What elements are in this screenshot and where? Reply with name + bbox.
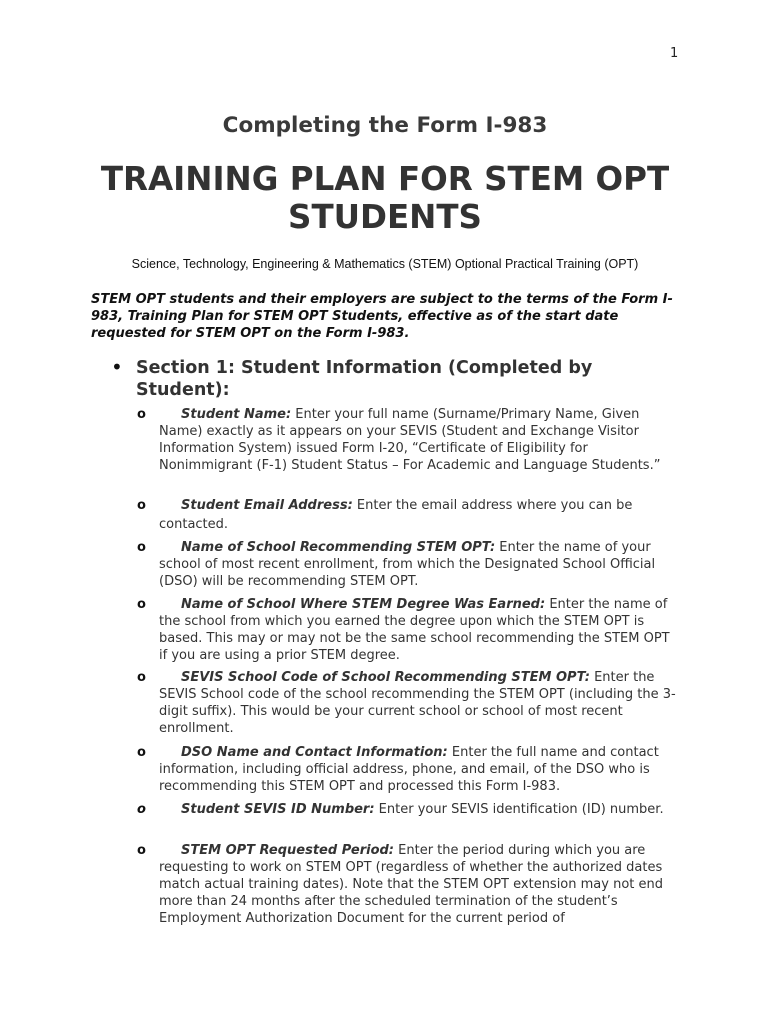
document-subtitle: Completing the Form I-983	[222, 113, 548, 138]
section-bullet: •	[111, 355, 123, 379]
section-1	[111, 355, 671, 401]
list-item	[137, 669, 681, 737]
stem-expansion: Science, Technology, Engineering & Mathematics (STEM) Optional Practical Training (OPT)	[131, 257, 639, 271]
item-text: Enter your full name (Surname/Primary Name, Given Name) exactly as it appears on your SEVIS (Student and Exchange Visitor Information System) issued Form I-20, “Certificate of Eligibility for Nonimmigrant (F-1) Student Status – For Academic and Language Students.”	[159, 407, 661, 473]
list-marker: o	[137, 597, 146, 612]
item-label: Student Name:	[181, 407, 292, 422]
list-marker: o	[137, 670, 146, 685]
page-number: 1	[670, 46, 679, 61]
item-text: Enter the full name and contact information, including official address, phone, and email, of the DSO who is recommending this STEM OPT and processed this Form I-983.	[159, 745, 659, 794]
list-marker: o	[137, 407, 146, 422]
item-label: Student Email Address:	[181, 498, 353, 513]
list-item	[137, 744, 681, 795]
item-text: Enter the name of the school from which you earned the degree upon which the STEM OPT is based. This may or may not be the same school recommending the STEM OPT if you are using a prior STEM degree.	[159, 597, 670, 663]
list-item	[137, 539, 681, 590]
list-marker: o	[137, 498, 146, 513]
list-marker: o	[137, 745, 146, 760]
list-item	[137, 596, 681, 664]
list-marker: o	[137, 843, 146, 858]
item-label: SEVIS School Code of School Recommending STEM OPT:	[181, 670, 590, 685]
item-text: Enter the period during which you are requesting to work on STEM OPT (regardless of whether the authorized dates match actual training dates). Note that the STEM OPT extension may not end more than 24 months after the scheduled termination of the student’s Employment Authorization Document for the current period of	[159, 843, 664, 926]
intro-paragraph: STEM OPT students and their employers are subject to the terms of the Form I-983, Training Plan for STEM OPT Students, effective as of the start date requested for STEM OPT on the Form I-983.	[91, 292, 673, 341]
list-item	[137, 842, 681, 927]
item-text: Enter the email address where you can be contacted.	[159, 498, 633, 532]
item-label: Name of School Recommending STEM OPT:	[181, 540, 496, 555]
list-item	[137, 406, 681, 474]
item-text: Enter the name of your school of most recent enrollment, from which the Designated School Official (DSO) will be recommending STEM OPT.	[159, 540, 656, 589]
item-label: DSO Name and Contact Information:	[181, 745, 448, 760]
item-text: Enter your SEVIS identification (ID) number.	[374, 802, 664, 817]
list-marker: o	[137, 540, 146, 555]
item-text: Enter the SEVIS School code of the school recommending the STEM OPT (including the 3-digit suffix). This would be your current school or school of most recent enrollment.	[159, 670, 676, 736]
list-marker: o	[137, 802, 146, 817]
document-title: TRAINING PLAN FOR STEM OPT STUDENTS	[100, 160, 670, 236]
list-item	[137, 496, 681, 534]
item-label: STEM OPT Requested Period:	[181, 843, 395, 858]
item-label: Name of School Where STEM Degree Was Earned:	[181, 597, 546, 612]
section-heading: Section 1: Student Information (Completed by Student):	[136, 358, 593, 400]
item-label: Student SEVIS ID Number:	[181, 802, 375, 817]
list-item	[137, 800, 681, 819]
